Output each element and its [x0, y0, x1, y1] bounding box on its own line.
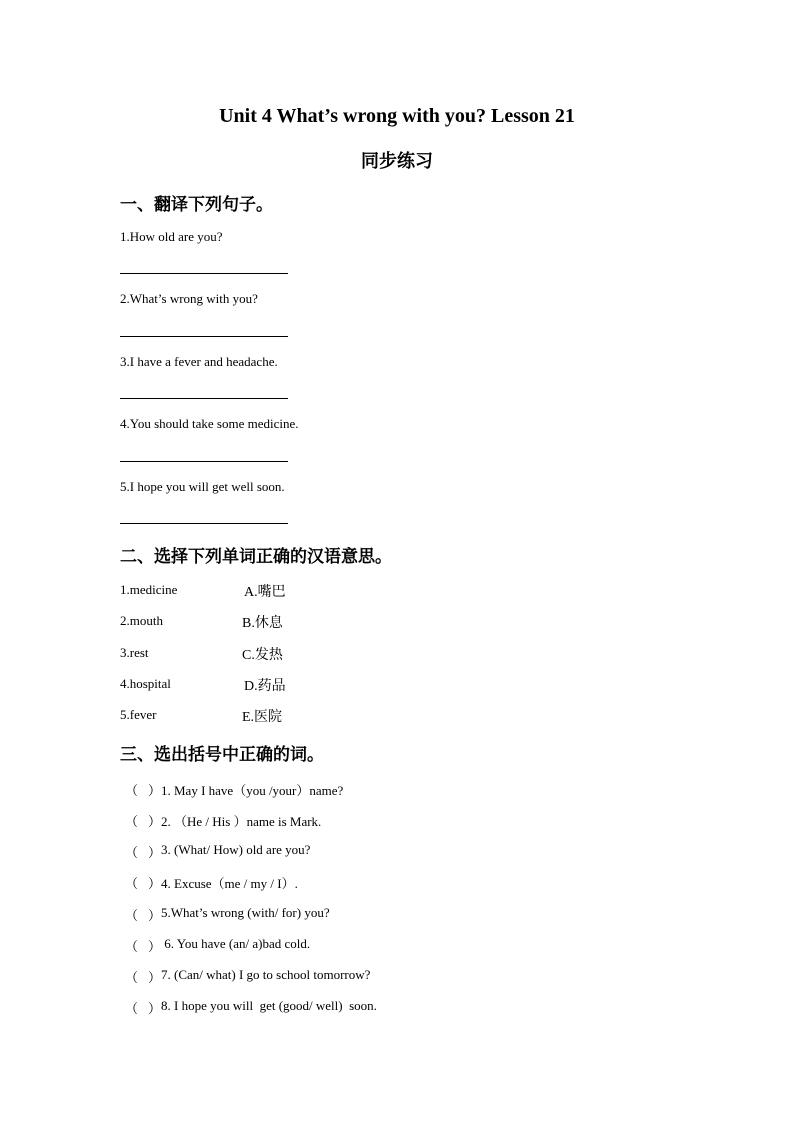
vocab-word-5: 5.fever: [120, 707, 157, 722]
answer-line-1[interactable]: [120, 273, 288, 274]
answer-paren-close: ）: [148, 970, 162, 985]
vocab-meaning-d: D.药品: [244, 679, 286, 694]
choice-question-8: 8. I hope you will get (good/ well) soon.: [161, 998, 377, 1013]
vocab-word-4: 4.hospital: [120, 676, 171, 691]
worksheet-subtitle: 同步练习: [361, 151, 433, 171]
answer-paren-close: ）: [148, 876, 162, 891]
translate-sentence-4: 4.You should take some medicine.: [120, 416, 299, 431]
vocab-meaning-c: C.发热: [242, 648, 283, 663]
choice-question-7: 7. (Can/ what) I go to school tomorrow?: [161, 967, 371, 982]
translate-sentence-2: 2.What’s wrong with you?: [120, 291, 258, 306]
choice-question-3: 3. (What/ How) old are you?: [161, 842, 311, 857]
section2-heading: 二、选择下列单词正确的汉语意思。: [120, 547, 392, 567]
answer-paren-close: ）: [148, 783, 162, 798]
answer-paren-close: ）: [148, 814, 162, 829]
answer-line-3[interactable]: [120, 398, 288, 399]
answer-paren-open[interactable]: （: [125, 845, 139, 860]
choice-question-2: 2. （He / His ）name is Mark.: [161, 814, 322, 829]
answer-paren-close: ）: [148, 845, 162, 860]
vocab-word-1: 1.medicine: [120, 582, 178, 597]
answer-line-5[interactable]: [120, 523, 288, 524]
section1-heading: 一、翻译下列句子。: [120, 195, 273, 215]
choice-question-1: 1. May I have（you /your）name?: [161, 783, 344, 798]
translate-sentence-3: 3.I have a fever and headache.: [120, 354, 278, 369]
answer-paren-close: ）: [148, 939, 162, 954]
translate-sentence-1: 1.How old are you?: [120, 229, 223, 244]
vocab-meaning-b: B.休息: [242, 616, 283, 631]
choice-question-5: 5.What’s wrong (with/ for) you?: [161, 905, 330, 920]
answer-paren-open[interactable]: （: [125, 1001, 139, 1016]
vocab-meaning-a: A.嘴巴: [244, 585, 286, 600]
answer-paren-open[interactable]: （: [125, 876, 139, 891]
answer-paren-open[interactable]: （: [125, 970, 139, 985]
choice-question-6: 6. You have (an/ a)bad cold.: [161, 936, 311, 951]
answer-paren-open[interactable]: （: [125, 814, 139, 829]
answer-paren-close: ）: [148, 908, 162, 923]
vocab-meaning-e: E.医院: [242, 710, 283, 725]
answer-paren-open[interactable]: （: [125, 783, 139, 798]
answer-paren-close: ）: [148, 1001, 162, 1016]
section3-heading: 三、选出括号中正确的词。: [120, 745, 324, 765]
answer-line-4[interactable]: [120, 461, 288, 462]
answer-paren-open[interactable]: （: [125, 908, 139, 923]
answer-paren-open[interactable]: （: [125, 939, 139, 954]
vocab-word-2: 2.mouth: [120, 613, 163, 628]
worksheet-title: Unit 4 What’s wrong with you? Lesson 21: [219, 105, 575, 127]
translate-sentence-5: 5.I hope you will get well soon.: [120, 479, 285, 494]
answer-line-2[interactable]: [120, 336, 288, 337]
vocab-word-3: 3.rest: [120, 645, 149, 660]
choice-question-4: 4. Excuse（me / my / I）.: [161, 876, 298, 891]
